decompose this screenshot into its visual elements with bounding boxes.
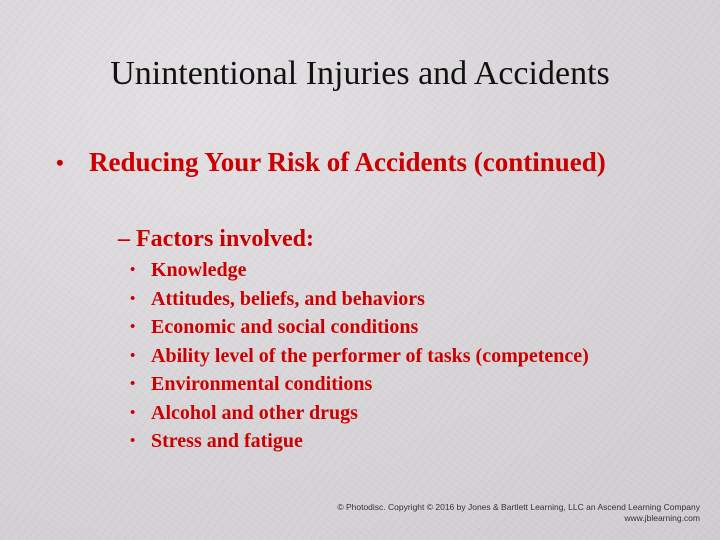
bullet-marker: • [130, 319, 136, 335]
copyright-text: © Photodisc. Copyright © 2016 by Jones & Bartlett Learning, LLC an Ascend Learning Company [337, 502, 700, 512]
list-item-text: Stress and fatigue [151, 430, 303, 452]
list-item [130, 342, 600, 371]
list-item-text: Attitudes, beliefs, and behaviors [151, 287, 425, 310]
bullet-marker: • [130, 404, 136, 421]
list-item [130, 285, 600, 314]
dash-marker: – [118, 226, 130, 252]
main-bullet [56, 146, 656, 179]
website-text: www.jblearning.com [624, 513, 700, 523]
list-item [130, 427, 600, 456]
list-item-text: Alcohol and other drugs [151, 401, 358, 424]
list-item [130, 370, 600, 399]
list-item [130, 399, 600, 428]
list-item [130, 256, 600, 285]
copyright-notice [337, 502, 700, 524]
bullet-marker: • [130, 290, 136, 307]
list-item-text: Environmental conditions [151, 373, 373, 395]
main-bullet-text: Reducing Your Risk of Accidents (continued) [89, 147, 606, 177]
bullet-marker: • [130, 376, 136, 392]
bullet-marker: • [130, 262, 136, 278]
bullet-marker: • [56, 150, 64, 175]
factors-list [130, 256, 600, 456]
list-item [130, 313, 600, 342]
list-item-text: Knowledge [151, 259, 247, 281]
sub-bullet [118, 224, 314, 254]
list-item-text: Ability level of the performer of tasks (competence) [151, 344, 589, 367]
list-item-text: Economic and social conditions [151, 316, 419, 338]
sub-bullet-text: Factors involved: [136, 226, 314, 252]
bullet-marker: • [130, 433, 136, 449]
slide-title: Unintentional Injuries and Accidents [110, 55, 610, 92]
bullet-marker: • [130, 347, 136, 364]
